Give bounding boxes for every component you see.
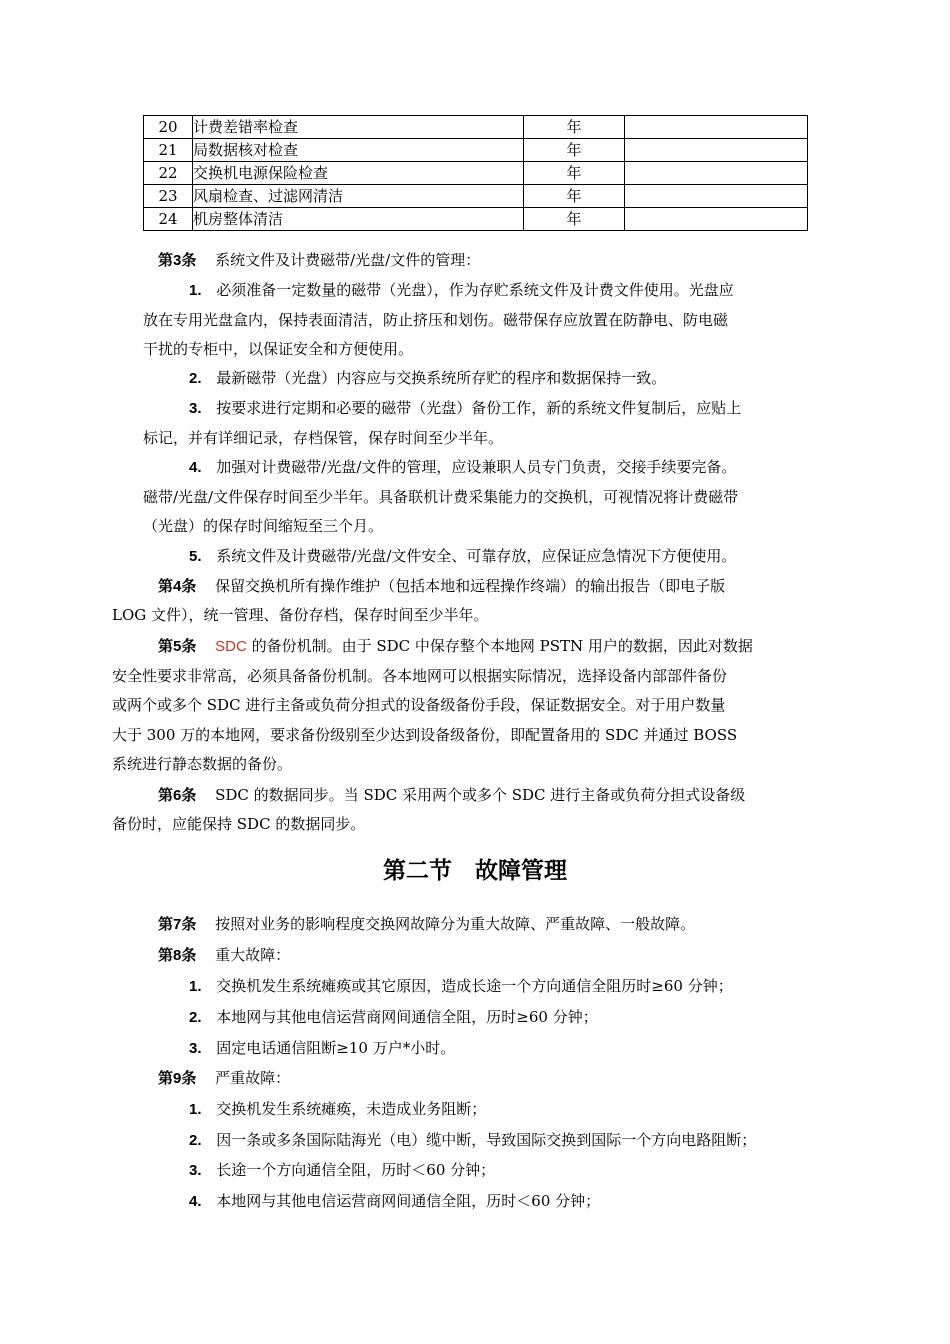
article-label: 第5条 bbox=[158, 638, 197, 655]
row-number: 23 bbox=[144, 185, 193, 208]
item-number: 4. bbox=[189, 1193, 202, 1210]
article-8 bbox=[158, 944, 290, 967]
article-7 bbox=[158, 913, 695, 936]
cycle: 年 bbox=[524, 185, 625, 208]
note bbox=[625, 208, 808, 231]
list-item bbox=[189, 1006, 598, 1029]
sdc-highlight: SDC bbox=[215, 638, 247, 655]
item-text: 因一条或多条国际陆海光（电）缆中断，导致国际交换到国际一个方向电路阻断； bbox=[216, 1131, 757, 1149]
item-name: 机房整体清洁 bbox=[193, 208, 524, 231]
article-label: 第6条 bbox=[158, 787, 197, 804]
article-title: 系统文件及计费磁带/光盘/文件的管理： bbox=[215, 251, 481, 269]
list-item bbox=[189, 1098, 486, 1121]
note bbox=[625, 185, 808, 208]
article-5 bbox=[158, 635, 753, 658]
item-text-continued: 干扰的专柜中，以保证安全和方便使用。 bbox=[143, 340, 414, 358]
item-name: 交换机电源保险检查 bbox=[193, 162, 524, 185]
item-text: 长途一个方向通信全阻，历时＜60 分钟； bbox=[216, 1161, 496, 1179]
article-3-heading bbox=[158, 249, 480, 272]
item-text: 固定电话通信阻断≥10 万户*小时。 bbox=[216, 1039, 456, 1057]
note bbox=[625, 116, 808, 139]
item-text: 必须准备一定数量的磁带（光盘），作为存贮系统文件及计费文件使用。光盘应 bbox=[216, 281, 734, 299]
cycle: 年 bbox=[524, 208, 625, 231]
list-item bbox=[189, 1190, 600, 1213]
item-number: 1. bbox=[189, 282, 202, 299]
article-9 bbox=[158, 1067, 290, 1090]
article-4 bbox=[158, 575, 725, 598]
item-number: 2. bbox=[189, 1132, 202, 1149]
article-text: 按照对业务的影响程度交换网故障分为重大故障、严重故障、一般故障。 bbox=[215, 915, 696, 933]
article-text-continued: 安全性要求非常高，必须具备备份机制。各本地网可以根据实际情况，选择设备内部部件备份 bbox=[112, 667, 728, 685]
list-item bbox=[189, 545, 736, 568]
article-text: 保留交换机所有操作维护（包括本地和远程操作终端）的输出报告（即电子版 bbox=[215, 577, 726, 595]
item-text: 本地网与其他电信运营商网间通信全阻，历时＜60 分钟； bbox=[216, 1192, 601, 1210]
cycle: 年 bbox=[524, 139, 625, 162]
table-row bbox=[144, 139, 808, 162]
list-item bbox=[189, 1129, 756, 1152]
article-text-continued: 备份时，应能保持 SDC 的数据同步。 bbox=[112, 815, 366, 833]
item-text-continued: 标记，并有详细记录，存档保管，保存时间至少半年。 bbox=[143, 429, 504, 447]
item-number: 5. bbox=[189, 548, 202, 565]
list-item bbox=[189, 397, 741, 420]
item-text: 最新磁带（光盘）内容应与交换系统所存贮的程序和数据保持一致。 bbox=[216, 369, 667, 387]
article-label: 第4条 bbox=[158, 578, 197, 595]
list-item bbox=[189, 279, 734, 302]
note bbox=[625, 139, 808, 162]
article-text-continued: 系统进行静态数据的备份。 bbox=[112, 755, 293, 773]
table-row bbox=[144, 208, 808, 231]
table-row bbox=[144, 185, 808, 208]
row-number: 22 bbox=[144, 162, 193, 185]
list-item bbox=[189, 1159, 495, 1182]
item-text: 按要求进行定期和必要的磁带（光盘）备份工作，新的系统文件复制后，应贴上 bbox=[216, 399, 742, 417]
list-item bbox=[189, 1037, 455, 1060]
maintenance-schedule-table bbox=[143, 115, 808, 231]
item-number: 3. bbox=[189, 400, 202, 417]
row-number: 20 bbox=[144, 116, 193, 139]
item-number: 1. bbox=[189, 978, 202, 995]
article-label: 第8条 bbox=[158, 947, 197, 964]
item-text-continued: 放在专用光盘盒内，保持表面清洁，防止挤压和划伤。磁带保存应放置在防静电、防电磁 bbox=[143, 311, 729, 329]
item-number: 4. bbox=[189, 459, 202, 476]
article-label: 第9条 bbox=[158, 1070, 197, 1087]
article-text: SDC 的数据同步。当 SDC 采用两个或多个 SDC 进行主备或负荷分担式设备级 bbox=[215, 786, 746, 804]
item-number: 3. bbox=[189, 1162, 202, 1179]
cycle: 年 bbox=[524, 162, 625, 185]
list-item bbox=[189, 367, 666, 390]
item-number: 1. bbox=[189, 1101, 202, 1118]
article-label: 第7条 bbox=[158, 916, 197, 933]
article-text-continued: 大于 300 万的本地网，要求备份级别至少达到设备级备份，即配置备用的 SDC 并通过 BOSS bbox=[112, 726, 738, 744]
section-heading: 第二节 故障管理 bbox=[383, 858, 567, 884]
item-text: 交换机发生系统瘫痪，未造成业务阻断； bbox=[216, 1100, 487, 1118]
item-name: 局数据核对检查 bbox=[193, 139, 524, 162]
item-number: 3. bbox=[189, 1040, 202, 1057]
table-row bbox=[144, 162, 808, 185]
row-number: 24 bbox=[144, 208, 193, 231]
item-name: 计费差错率检查 bbox=[193, 116, 524, 139]
item-text: 系统文件及计费磁带/光盘/文件安全、可靠存放，应保证应急情况下方便使用。 bbox=[216, 547, 737, 565]
item-name: 风扇检查、过滤网清洁 bbox=[193, 185, 524, 208]
item-text: 本地网与其他电信运营商网间通信全阻，历时≥60 分钟； bbox=[216, 1008, 598, 1026]
article-text-continued: LOG 文件），统一管理、备份存档，保存时间至少半年。 bbox=[112, 606, 489, 624]
article-6 bbox=[158, 784, 745, 807]
item-text-continued: （光盘）的保存时间缩短至三个月。 bbox=[143, 517, 384, 535]
article-text: 的备份机制。由于 SDC 中保存整个本地网 PSTN 用户的数据，因此对数据 bbox=[246, 637, 753, 655]
item-text: 交换机发生系统瘫痪或其它原因，造成长途一个方向通信全阻历时≥60 分钟； bbox=[216, 977, 733, 995]
item-text: 加强对计费磁带/光盘/文件的管理，应设兼职人员专门负责，交接手续要完备。 bbox=[216, 458, 737, 476]
list-item bbox=[189, 456, 736, 479]
article-label: 第3条 bbox=[158, 252, 197, 269]
table-row bbox=[144, 116, 808, 139]
cycle: 年 bbox=[524, 116, 625, 139]
note bbox=[625, 162, 808, 185]
list-item bbox=[189, 975, 733, 998]
item-number: 2. bbox=[189, 1009, 202, 1026]
article-title: 严重故障： bbox=[215, 1069, 291, 1087]
item-number: 2. bbox=[189, 370, 202, 387]
item-text-continued: 磁带/光盘/文件保存时间至少半年。具备联机计费采集能力的交换机，可视情况将计费磁带 bbox=[143, 488, 739, 506]
row-number: 21 bbox=[144, 139, 193, 162]
article-text-continued: 或两个或多个 SDC 进行主备或负荷分担式的设备级备份手段，保证数据安全。对于用户数量 bbox=[112, 696, 726, 714]
article-title: 重大故障： bbox=[215, 946, 291, 964]
